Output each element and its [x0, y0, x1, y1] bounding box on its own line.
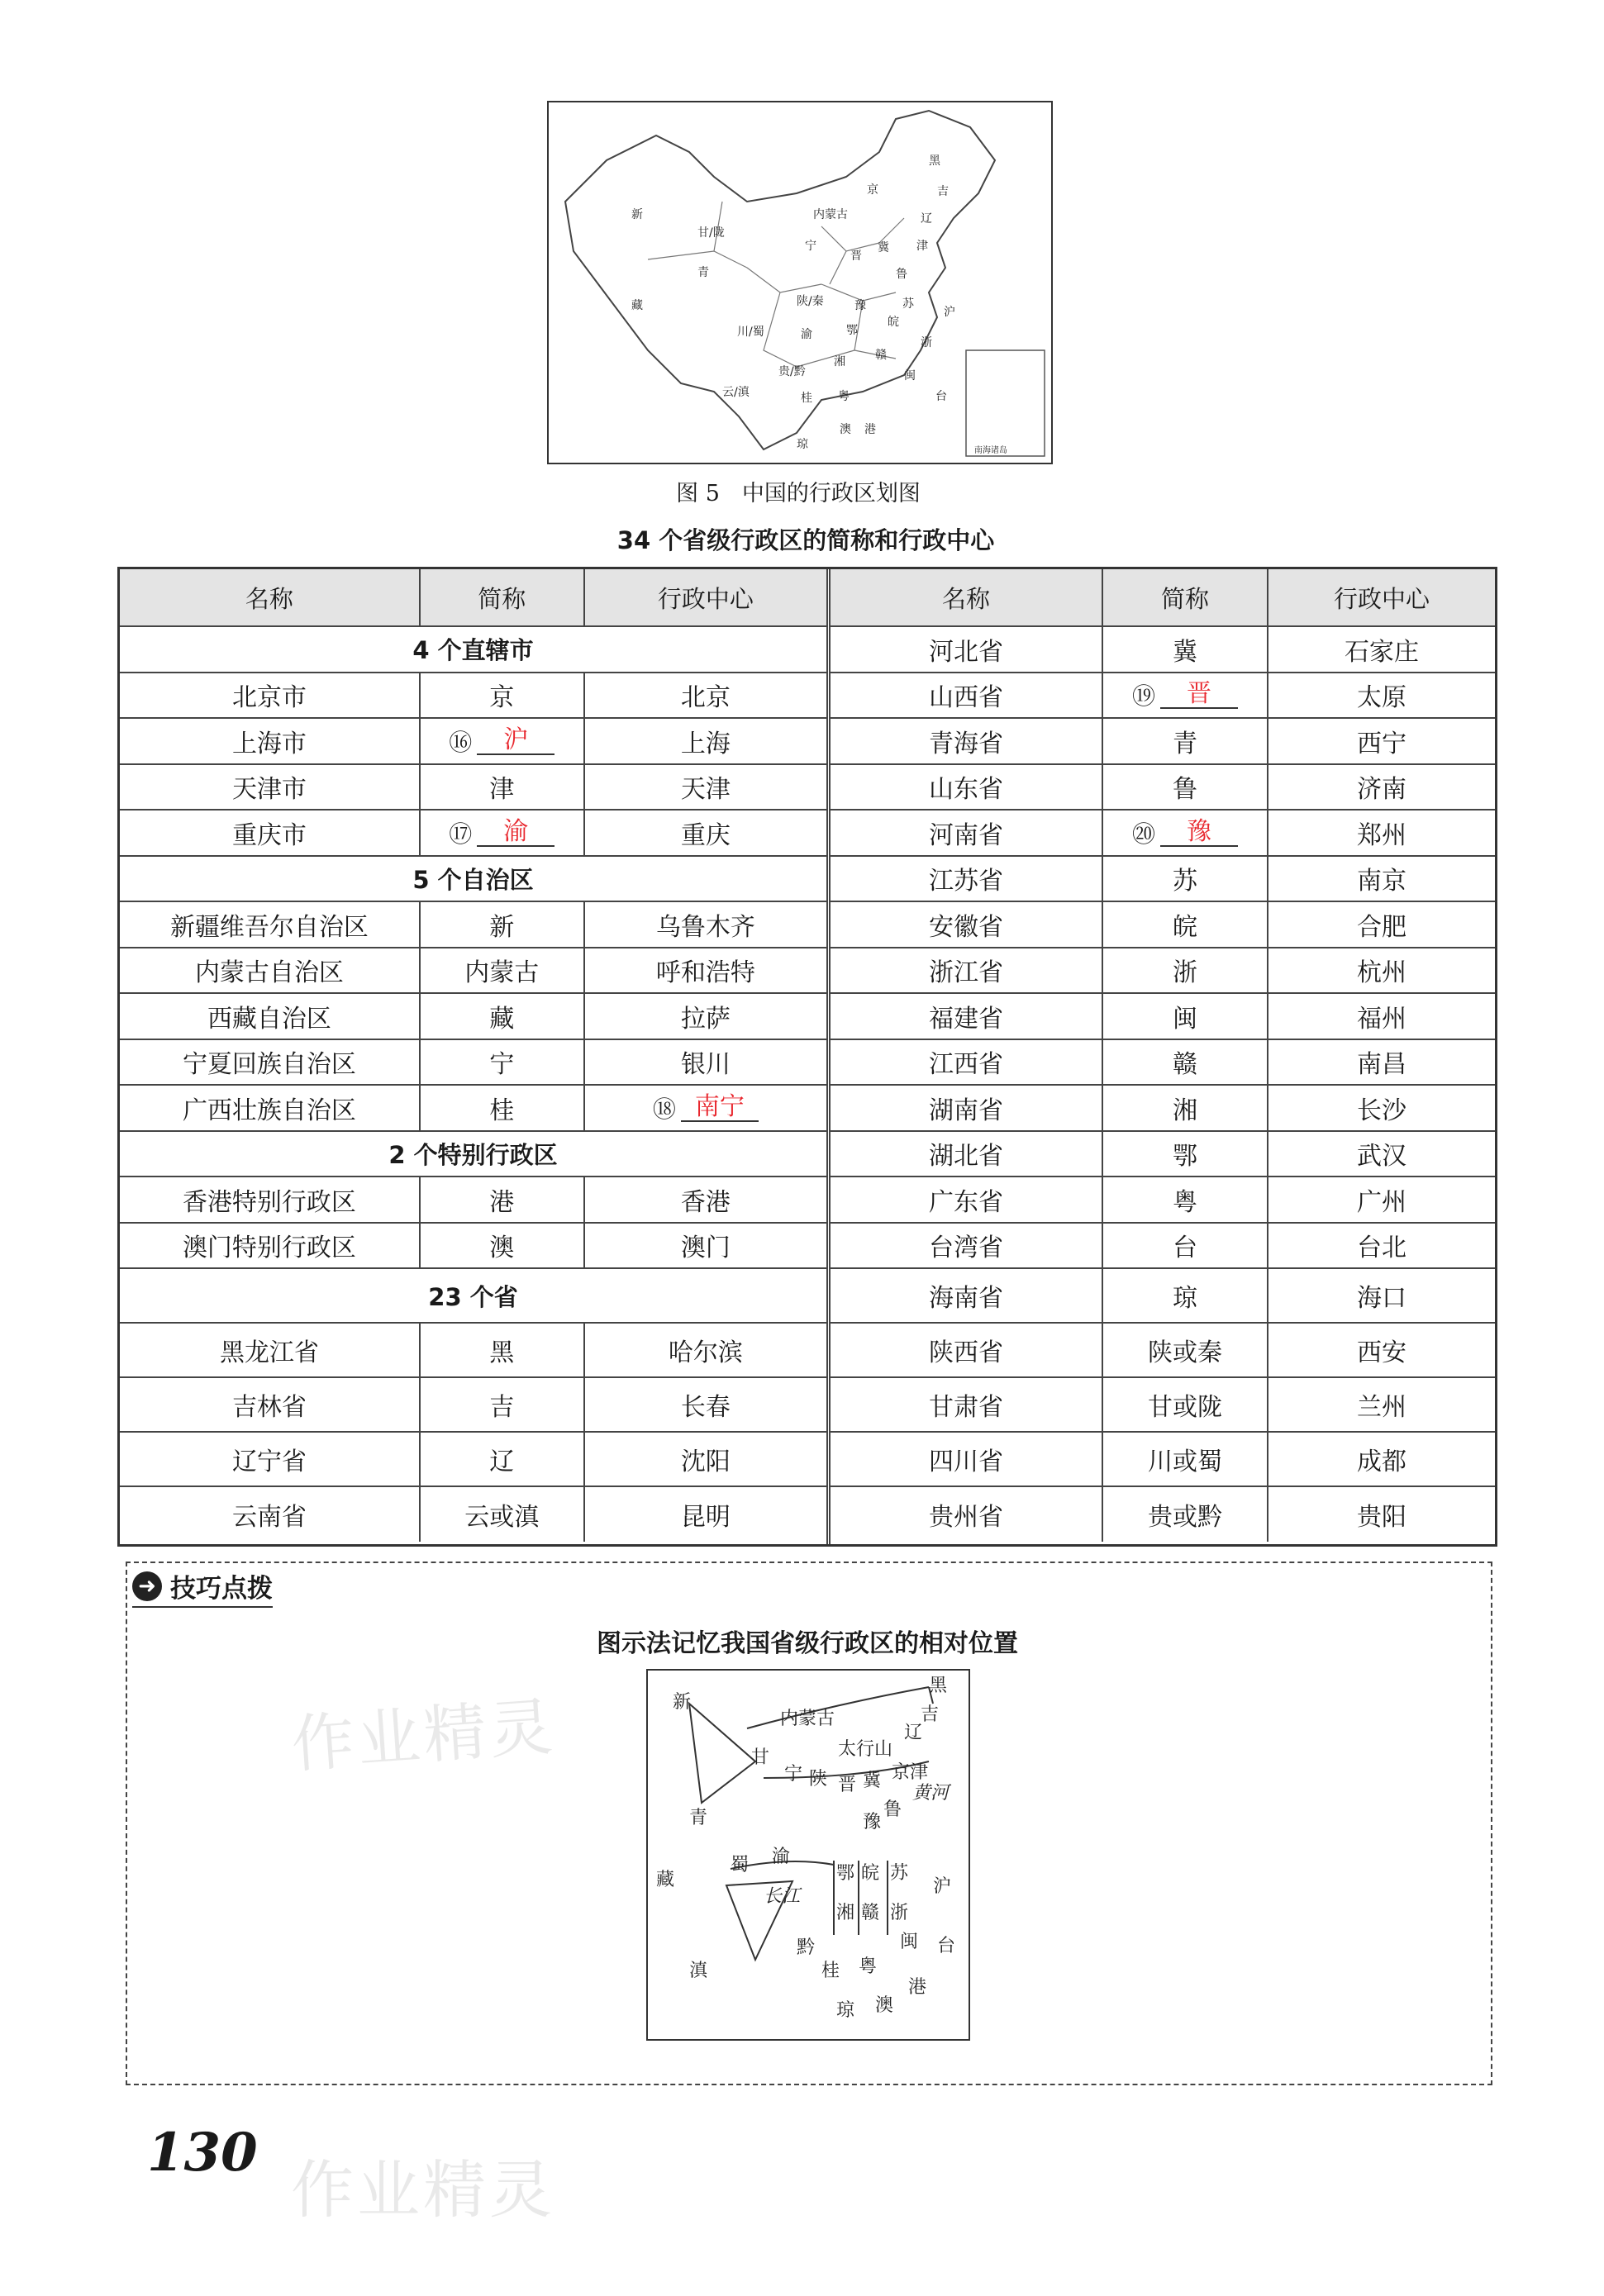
- map-label: 黑: [929, 154, 940, 168]
- diagram-label: 港: [908, 1977, 927, 1998]
- table-cell: 广东省: [831, 1177, 1103, 1222]
- table-row: [831, 857, 1495, 903]
- map-label: 澳: [840, 423, 851, 436]
- table-row: [831, 994, 1495, 1040]
- figure-caption: 图 5 中国的行政区划图: [676, 481, 921, 506]
- table-row: [120, 1433, 826, 1487]
- table-cell: 辽: [421, 1433, 585, 1486]
- table-cell: 呼和浩特: [655, 958, 755, 988]
- map-label: 内蒙古: [813, 208, 848, 221]
- table-cell: 合肥: [1357, 912, 1406, 942]
- table-section-title: 2 个特别行政区: [388, 1140, 558, 1169]
- table-row: [120, 1086, 826, 1132]
- table-cell: 皖: [1103, 902, 1268, 947]
- table-cell: 新疆维吾尔自治区: [120, 902, 421, 947]
- table-row: [831, 1224, 1495, 1270]
- map-label: 藏: [631, 299, 643, 312]
- table-cell: 宁夏回族自治区: [120, 1040, 421, 1085]
- map-label: 港: [864, 423, 876, 436]
- map-inset-label: 南海诸岛: [974, 446, 1007, 455]
- table-cell: 广西壮族自治区: [120, 1086, 421, 1130]
- diagram-label: 内蒙古: [780, 1709, 835, 1729]
- table-cell: 云或滇: [421, 1487, 585, 1542]
- diagram-label: 浙: [890, 1903, 909, 1923]
- tips-label-text: 技巧点拨: [170, 1574, 273, 1604]
- table-row: [831, 627, 1495, 673]
- diagram-label: 沪: [933, 1876, 952, 1897]
- tips-title: 图示法记忆我国省级行政区的相对位置: [597, 1629, 1018, 1658]
- diagram-svg: [648, 1671, 969, 2039]
- blank-number: ⑲: [1131, 682, 1155, 711]
- table-cell: 天津: [680, 775, 731, 805]
- table-row: [120, 1324, 826, 1378]
- blank-answer: 渝: [477, 819, 554, 847]
- map-label: 吉: [937, 185, 949, 198]
- table-right-half: [831, 569, 1495, 1544]
- table-cell-blank: [1103, 810, 1268, 855]
- diagram-label: 滇: [689, 1961, 708, 1981]
- table-cell: 宁: [421, 1040, 585, 1085]
- diagram-label: 豫: [863, 1812, 882, 1833]
- table-cell: 银川: [680, 1050, 731, 1080]
- map-label: 闽: [904, 369, 916, 383]
- table-cell: 昆明: [680, 1503, 731, 1532]
- table-row: [120, 1177, 826, 1224]
- blank-number: ⑯: [449, 728, 473, 756]
- table-cell: 南昌: [1357, 1050, 1406, 1080]
- map-label: 津: [916, 240, 928, 253]
- table-section-title: 23 个省: [428, 1282, 518, 1311]
- table-cell: 上海: [680, 729, 731, 758]
- table-cell: 内蒙古自治区: [120, 948, 421, 993]
- diagram-label: 黄河: [912, 1783, 950, 1804]
- map-label: 辽: [921, 212, 932, 226]
- china-map-figure: [547, 101, 1053, 464]
- diagram-label: 澳: [875, 1995, 894, 2016]
- table-cell: 武汉: [1357, 1142, 1406, 1172]
- diagram-label: 蜀: [731, 1855, 750, 1875]
- table-cell: 桂: [421, 1086, 585, 1130]
- table-cell: 云南省: [120, 1487, 421, 1542]
- table-cell: 青海省: [831, 719, 1103, 763]
- table-header-row: [120, 569, 826, 627]
- blank-number: ⑰: [449, 820, 473, 848]
- table-row: [831, 1086, 1495, 1132]
- table-row: [831, 1433, 1495, 1487]
- table-cell: 甘肃省: [831, 1378, 1103, 1431]
- table-row: [831, 673, 1495, 720]
- map-label: 冀: [878, 241, 889, 254]
- map-label: 云/滇: [722, 386, 750, 399]
- watermark: 作业精灵: [291, 2153, 555, 2227]
- tips-label: [132, 1567, 273, 1608]
- table-header-cell: 名称: [120, 569, 421, 625]
- table-cell: 黑龙江省: [120, 1324, 421, 1376]
- diagram-label: 宁: [784, 1764, 803, 1785]
- diagram-label: 黑: [929, 1676, 948, 1696]
- table-row: [831, 765, 1495, 811]
- table-cell: 石家庄: [1345, 637, 1419, 667]
- table-cell: 辽宁省: [120, 1433, 421, 1486]
- table-cell: 北京市: [120, 673, 421, 718]
- table-cell: 贵阳: [1357, 1503, 1406, 1532]
- table-row: [831, 1324, 1495, 1378]
- table-row: [120, 1487, 826, 1542]
- table-header-cell: 名称: [831, 569, 1103, 625]
- province-table: [117, 567, 1497, 1547]
- diagram-label: 皖: [861, 1863, 880, 1884]
- table-cell: 广州: [1357, 1187, 1406, 1217]
- table-cell: 港: [421, 1177, 585, 1222]
- table-cell: 香港: [680, 1187, 731, 1217]
- diagram-label: 新: [673, 1692, 692, 1713]
- table-cell: 西宁: [1357, 729, 1406, 758]
- table-cell: 新: [421, 902, 585, 947]
- table-cell: 海口: [1357, 1284, 1406, 1313]
- diagram-label: 桂: [821, 1961, 840, 1981]
- map-label: 苏: [902, 297, 914, 311]
- table-row: [831, 1040, 1495, 1086]
- table-title: 34 个省级行政区的简称和行政中心: [616, 526, 995, 554]
- table-cell: 山西省: [831, 673, 1103, 718]
- map-label: 湘: [834, 355, 845, 368]
- map-label: 晋: [850, 250, 862, 263]
- map-label: 台: [935, 390, 947, 403]
- table-cell: 冀: [1103, 627, 1268, 672]
- table-cell: 江苏省: [831, 857, 1103, 901]
- diagram-label: 粤: [859, 1956, 878, 1977]
- table-cell: 太原: [1357, 683, 1406, 713]
- blank-number: ⑱: [652, 1095, 676, 1123]
- table-row: [120, 1378, 826, 1433]
- table-cell: 山东省: [831, 765, 1103, 810]
- table-row: [120, 948, 826, 995]
- table-section-row: [120, 1269, 826, 1324]
- table-header-row: [831, 569, 1495, 627]
- table-row: [831, 1269, 1495, 1324]
- table-cell: 澳门: [680, 1234, 731, 1263]
- table-cell: 郑州: [1357, 820, 1406, 850]
- watermark: 作业精灵: [288, 1689, 559, 1782]
- blank-answer: 南宁: [681, 1094, 759, 1122]
- table-row: [120, 994, 826, 1040]
- table-cell-blank: [585, 1086, 826, 1130]
- table-header-cell: 行政中心: [1268, 569, 1495, 625]
- diagram-label: 长江: [764, 1886, 801, 1907]
- map-label: 甘/陇: [697, 226, 725, 240]
- table-cell: 沈阳: [680, 1447, 731, 1476]
- table-cell: 台北: [1357, 1234, 1406, 1263]
- table-cell: 闽: [1103, 994, 1268, 1039]
- map-label: 川/蜀: [737, 326, 764, 339]
- table-cell: 赣: [1103, 1040, 1268, 1085]
- table-cell: 湘: [1103, 1086, 1268, 1130]
- diagram-label: 吉: [921, 1704, 940, 1725]
- table-section-row: [120, 627, 826, 673]
- table-cell: 贵或黔: [1103, 1487, 1268, 1542]
- table-cell: 重庆市: [120, 810, 421, 855]
- map-label: 陕/秦: [797, 295, 824, 308]
- table-section-row: [120, 857, 826, 903]
- table-cell: 台湾省: [831, 1224, 1103, 1268]
- table-cell: 北京: [680, 683, 731, 713]
- table-cell: 哈尔滨: [668, 1338, 743, 1367]
- diagram-label: 苏: [890, 1863, 909, 1884]
- table-cell: 吉林省: [120, 1378, 421, 1431]
- diagram-label: 闽: [900, 1932, 919, 1952]
- table-cell: 粤: [1103, 1177, 1268, 1222]
- page-number: 130: [147, 2122, 258, 2184]
- table-cell: 长春: [680, 1393, 731, 1422]
- table-cell: 鄂: [1103, 1132, 1268, 1177]
- table-row: [831, 810, 1495, 857]
- table-row: [120, 673, 826, 720]
- map-label: 青: [697, 266, 709, 279]
- map-label: 桂: [801, 392, 812, 405]
- map-label: 鲁: [896, 268, 907, 281]
- map-label: 豫: [854, 299, 866, 312]
- diagram-label: 晋: [838, 1775, 857, 1795]
- diagram-label: 渝: [772, 1847, 791, 1867]
- table-cell: 鲁: [1103, 765, 1268, 810]
- table-cell-blank: [421, 810, 585, 855]
- diagram-label: 鄂: [836, 1863, 855, 1884]
- diagram-label: 陕: [809, 1769, 828, 1790]
- table-cell: 上海市: [120, 719, 421, 763]
- table-row: [120, 902, 826, 948]
- table-cell: 西藏自治区: [120, 994, 421, 1039]
- table-row: [120, 1224, 826, 1270]
- table-cell: 澳: [421, 1224, 585, 1268]
- blank-answer: 晋: [1160, 681, 1238, 709]
- table-cell: 吉: [421, 1378, 585, 1431]
- table-cell: 杭州: [1357, 958, 1406, 988]
- table-cell: 湖南省: [831, 1086, 1103, 1130]
- table-cell: 黑: [421, 1324, 585, 1376]
- table-cell: 河南省: [831, 810, 1103, 855]
- map-label: 贵/黔: [778, 365, 806, 378]
- diagram-label: 鲁: [883, 1799, 902, 1820]
- table-cell: 济南: [1357, 775, 1406, 805]
- relative-position-diagram: [646, 1669, 970, 2041]
- table-section-title: 4 个直辖市: [412, 636, 534, 665]
- table-cell-blank: [421, 719, 585, 763]
- table-cell: 湖北省: [831, 1132, 1103, 1177]
- table-section-row: [120, 1132, 826, 1178]
- diagram-label: 赣: [861, 1903, 880, 1923]
- table-cell: 津: [421, 765, 585, 810]
- table-cell: 河北省: [831, 627, 1103, 672]
- blank-number: ⑳: [1131, 820, 1155, 848]
- table-row: [831, 1487, 1495, 1542]
- table-row: [831, 719, 1495, 765]
- map-label: 沪: [944, 306, 955, 319]
- table-header-cell: 简称: [1103, 569, 1268, 625]
- table-cell: 藏: [421, 994, 585, 1039]
- diagram-label: 辽: [904, 1723, 923, 1743]
- map-label: 皖: [888, 316, 899, 329]
- diagram-label: 甘: [751, 1747, 770, 1768]
- table-row: [831, 1177, 1495, 1224]
- table-cell: 陕西省: [831, 1324, 1103, 1376]
- table-cell: 香港特别行政区: [120, 1177, 421, 1222]
- table-cell: 西安: [1357, 1338, 1406, 1367]
- table-cell: 青: [1103, 719, 1268, 763]
- table-cell: 江西省: [831, 1040, 1103, 1085]
- table-cell-blank: [1103, 673, 1268, 718]
- map-label: 鄂: [846, 324, 858, 337]
- table-cell: 甘或陇: [1103, 1378, 1268, 1431]
- diagram-label: 太行山: [838, 1739, 893, 1760]
- diagram-label: 藏: [656, 1870, 675, 1890]
- diagram-label: 琼: [836, 2000, 855, 2021]
- table-cell: 拉萨: [680, 1004, 731, 1034]
- table-cell: 乌鲁木齐: [655, 912, 755, 942]
- table-left-half: [120, 569, 831, 1544]
- table-header-cell: 简称: [421, 569, 585, 625]
- table-cell: 南京: [1357, 867, 1406, 896]
- table-row: [831, 1378, 1495, 1433]
- diagram-label: 冀: [863, 1771, 882, 1791]
- diagram-label: 黔: [797, 1937, 816, 1958]
- china-map-svg: [549, 102, 1051, 463]
- table-cell: 重庆: [680, 820, 731, 850]
- map-label: 粤: [838, 390, 850, 403]
- map-label: 赣: [875, 349, 887, 362]
- diagram-label: 京津: [892, 1762, 929, 1783]
- table-header-cell: 行政中心: [585, 569, 826, 625]
- blank-answer: 豫: [1160, 819, 1238, 847]
- table-row: [120, 1040, 826, 1086]
- map-label: 京: [867, 183, 878, 197]
- table-row: [831, 948, 1495, 995]
- table-cell: 内蒙古: [421, 948, 585, 993]
- table-cell: 浙江省: [831, 948, 1103, 993]
- table-cell: 兰州: [1357, 1393, 1406, 1422]
- table-section-title: 5 个自治区: [412, 865, 534, 894]
- table-cell: 浙: [1103, 948, 1268, 993]
- table-row: [831, 902, 1495, 948]
- table-cell: 陕或秦: [1103, 1324, 1268, 1376]
- table-cell: 天津市: [120, 765, 421, 810]
- arrow-right-icon: ➜: [132, 1571, 162, 1601]
- diagram-label: 青: [689, 1808, 708, 1828]
- table-cell: 川或蜀: [1103, 1433, 1268, 1486]
- table-cell: 澳门特别行政区: [120, 1224, 421, 1268]
- table-row: [120, 719, 826, 765]
- table-cell: 长沙: [1357, 1096, 1406, 1125]
- diagram-label: 湘: [836, 1903, 855, 1923]
- table-cell: 成都: [1357, 1447, 1406, 1476]
- map-label: 新: [631, 208, 643, 221]
- map-label: 琼: [797, 438, 808, 451]
- table-cell: 台: [1103, 1224, 1268, 1268]
- table-row: [120, 810, 826, 857]
- table-cell: 京: [421, 673, 585, 718]
- blank-answer: 沪: [477, 727, 554, 755]
- map-label: 渝: [801, 328, 812, 341]
- table-cell: 福州: [1357, 1004, 1406, 1034]
- diagram-label: 台: [937, 1936, 956, 1956]
- map-label: 宁: [805, 240, 816, 253]
- table-row: [831, 1132, 1495, 1178]
- table-cell: 苏: [1103, 857, 1268, 901]
- table-cell: 四川省: [831, 1433, 1103, 1486]
- table-row: [120, 765, 826, 811]
- map-label: 浙: [921, 336, 932, 349]
- table-cell: 海南省: [831, 1269, 1103, 1322]
- table-cell: 福建省: [831, 994, 1103, 1039]
- table-cell: 安徽省: [831, 902, 1103, 947]
- table-cell: 贵州省: [831, 1487, 1103, 1542]
- table-cell: 琼: [1103, 1269, 1268, 1322]
